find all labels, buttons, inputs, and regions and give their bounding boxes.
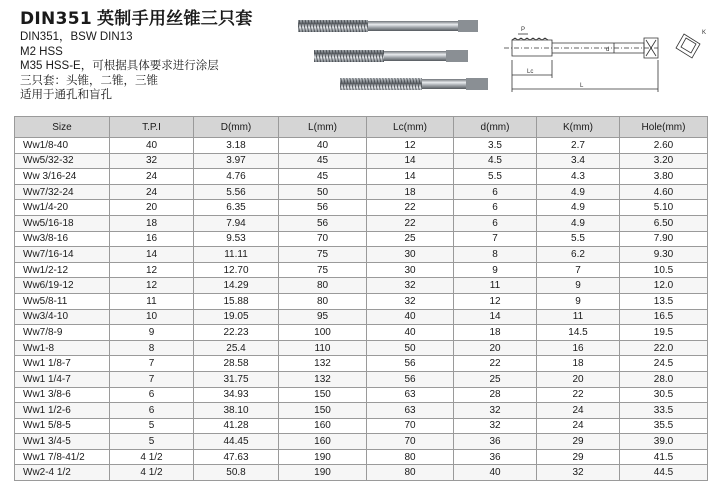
column-header: T.P.I [110,117,194,138]
table-cell: 12 [110,278,194,294]
table-cell: 31.75 [194,371,279,387]
table-cell: Ww1 1/8-7 [15,356,110,372]
table-cell: 4.9 [537,200,620,216]
table-cell: Ww3/8-16 [15,231,110,247]
table-body [15,138,708,481]
column-header: Hole(mm) [620,117,708,138]
table-cell: 100 [279,325,367,341]
table-row [15,340,708,356]
table-cell: 13.5 [620,293,708,309]
table-row [15,403,708,419]
table-cell: 15.88 [194,293,279,309]
table-cell: 45 [279,153,367,169]
table-row [15,325,708,341]
table-cell: 150 [279,387,367,403]
table-cell: 7 [537,262,620,278]
table-cell: 18 [110,215,194,231]
table-cell: 9.30 [620,247,708,263]
table-cell: 4.60 [620,184,708,200]
label-p: P [521,27,526,33]
table-cell: 4.9 [537,184,620,200]
table-row [15,247,708,263]
table-cell: 11.11 [194,247,279,263]
table-cell: 16 [537,340,620,356]
column-header: K(mm) [537,117,620,138]
table-cell: 22.0 [620,340,708,356]
table-cell: 4.3 [537,169,620,185]
table-cell: 12.0 [620,278,708,294]
table-cell: 14 [454,309,537,325]
table-cell: 6 [454,215,537,231]
table-cell: 28.58 [194,356,279,372]
table-cell: 11 [110,293,194,309]
table-cell: 22.23 [194,325,279,341]
table-row [15,169,708,185]
table-cell: 24 [537,403,620,419]
table-cell: 25.4 [194,340,279,356]
table-cell: 80 [367,449,454,465]
table-cell: 30 [367,247,454,263]
table-cell: Ww1 1/2-6 [15,403,110,419]
table-cell: 10 [110,309,194,325]
table-cell: 70 [367,418,454,434]
table-cell: 40 [367,309,454,325]
table-cell: 6.50 [620,215,708,231]
table-cell: 9 [537,278,620,294]
table-row [15,262,708,278]
table-cell: 70 [367,434,454,450]
table-cell: 6 [110,403,194,419]
table-cell: 3.97 [194,153,279,169]
table-cell: 4.5 [454,153,537,169]
table-cell: Ww1 3/4-5 [15,434,110,450]
table-cell: 25 [454,371,537,387]
table-cell: 8 [454,247,537,263]
table-cell: Ww1 1/4-7 [15,371,110,387]
table-cell: 5.5 [454,169,537,185]
spec-line: M35 HSS-E，可根据具体要求进行涂层 [20,60,219,73]
table-row [15,434,708,450]
table-cell: 39.0 [620,434,708,450]
table-cell: 70 [279,231,367,247]
table-cell: 22 [367,215,454,231]
table-cell: 18 [454,325,537,341]
table-cell: 14.29 [194,278,279,294]
table-cell: Ww6/19-12 [15,278,110,294]
table-cell: 30.5 [620,387,708,403]
table-cell: 9 [110,325,194,341]
table-cell: Ww 3/16-24 [15,169,110,185]
spec-line: 三只套：头锥，二锥，三锥 [20,74,158,87]
table-row [15,138,708,154]
table-row [15,200,708,216]
table-cell: 32 [454,403,537,419]
table-cell: 190 [279,449,367,465]
column-header: D(mm) [194,117,279,138]
table-cell: Ww1 5/8-5 [15,418,110,434]
table-cell: 30 [367,262,454,278]
table-cell: 18 [537,356,620,372]
table-cell: 20 [110,200,194,216]
table-cell: 5.56 [194,184,279,200]
table-cell: 24.5 [620,356,708,372]
table-cell: 3.20 [620,153,708,169]
table-cell: 32 [537,465,620,481]
table-cell: Ww1/4-20 [15,200,110,216]
spec-line: M2 HSS [20,45,63,58]
table-cell: 40 [367,325,454,341]
table-cell: 6 [110,387,194,403]
table-cell: 35.5 [620,418,708,434]
table-cell: 6 [454,200,537,216]
table-cell: 80 [367,465,454,481]
table-cell: 80 [279,293,367,309]
table-cell: 24 [110,184,194,200]
table-cell: 44.45 [194,434,279,450]
table-cell: 9 [537,293,620,309]
table-row [15,215,708,231]
table-cell: 2.60 [620,138,708,154]
table-cell: 20 [454,340,537,356]
table-cell: 50 [367,340,454,356]
table-cell: 34.93 [194,387,279,403]
spec-line: 适用于通孔和盲孔 [20,89,112,102]
table-cell: 3.18 [194,138,279,154]
table-cell: 80 [279,278,367,294]
table-cell: 29 [537,434,620,450]
table-cell: 32 [110,153,194,169]
table-cell: 56 [279,200,367,216]
table-cell: 5.10 [620,200,708,216]
table-cell: 12.70 [194,262,279,278]
column-header: Lc(mm) [367,117,454,138]
table-cell: 56 [367,371,454,387]
table-cell: 63 [367,387,454,403]
table-cell: 10.5 [620,262,708,278]
table-cell: 56 [367,356,454,372]
table-cell: 36 [454,449,537,465]
table-cell: 4.76 [194,169,279,185]
table-cell: 50.8 [194,465,279,481]
table-cell: 14 [110,247,194,263]
table-cell: Ww1/8-40 [15,138,110,154]
table-cell: 12 [454,293,537,309]
column-header: d(mm) [454,117,537,138]
table-cell: 14.5 [537,325,620,341]
table-row [15,387,708,403]
spec-table [14,116,708,481]
table-cell: 45 [279,169,367,185]
tap-technical-drawing [494,12,716,100]
table-cell: 24 [537,418,620,434]
table-row [15,278,708,294]
table-cell: 4.9 [537,215,620,231]
title-chinese: 英制手用丝锥三只套 [96,9,253,28]
table-row [15,309,708,325]
label-d: d [606,47,610,53]
table-row [15,153,708,169]
table-cell: 6.2 [537,247,620,263]
table-row [15,465,708,481]
table-cell: 150 [279,403,367,419]
table-cell: 56 [279,215,367,231]
spec-table-container [14,116,707,481]
table-cell: 40 [454,465,537,481]
table-cell: 8 [110,340,194,356]
table-cell: 33.5 [620,403,708,419]
table-cell: 5 [110,418,194,434]
table-row [15,231,708,247]
page-title [20,4,253,29]
table-cell: 3.5 [454,138,537,154]
table-cell: 12 [110,262,194,278]
table-cell: 40 [279,138,367,154]
table-cell: 160 [279,434,367,450]
table-cell: 2.7 [537,138,620,154]
table-row [15,371,708,387]
table-cell: 95 [279,309,367,325]
table-cell: 38.10 [194,403,279,419]
table-cell: Ww7/8-9 [15,325,110,341]
table-cell: 22 [537,387,620,403]
table-cell: 75 [279,247,367,263]
table-cell: 40 [110,138,194,154]
table-cell: 7.90 [620,231,708,247]
table-cell: 29 [537,449,620,465]
table-cell: 50 [279,184,367,200]
table-cell: Ww5/8-11 [15,293,110,309]
table-cell: 110 [279,340,367,356]
table-cell: 132 [279,371,367,387]
table-cell: 6.35 [194,200,279,216]
table-cell: 190 [279,465,367,481]
table-cell: 6 [454,184,537,200]
table-cell: 32 [367,293,454,309]
table-cell: Ww1-8 [15,340,110,356]
table-row [15,184,708,200]
table-cell: 41.5 [620,449,708,465]
table-cell: 16 [110,231,194,247]
table-cell: 25 [367,231,454,247]
table-cell: 47.63 [194,449,279,465]
table-cell: 7 [110,356,194,372]
spec-list [20,30,219,103]
tap-2 [314,50,468,62]
table-cell: 18 [367,184,454,200]
header [0,0,720,108]
table-cell: 7.94 [194,215,279,231]
table-cell: 4 1/2 [110,449,194,465]
table-cell: 12 [367,138,454,154]
label-lc: Lc [527,69,534,75]
table-row [15,449,708,465]
table-cell: 3.80 [620,169,708,185]
standard-code: DIN351 [20,9,92,29]
table-cell: Ww5/16-18 [15,215,110,231]
table-cell: Ww1/2-12 [15,262,110,278]
table-cell: 5.5 [537,231,620,247]
table-row [15,293,708,309]
label-l: L [580,83,584,89]
table-row [15,356,708,372]
table-header-row [15,117,708,138]
table-cell: 7 [110,371,194,387]
table-cell: Ww1 7/8-41/2 [15,449,110,465]
table-cell: 19.05 [194,309,279,325]
table-cell: 16.5 [620,309,708,325]
table-cell: Ww1 3/8-6 [15,387,110,403]
table-cell: 9 [454,262,537,278]
table-cell: 19.5 [620,325,708,341]
column-header: L(mm) [279,117,367,138]
table-cell: 36 [454,434,537,450]
table-cell: 32 [367,278,454,294]
table-cell: 22 [454,356,537,372]
table-cell: 14 [367,153,454,169]
table-cell: 14 [367,169,454,185]
table-cell: 9.53 [194,231,279,247]
table-cell: Ww3/4-10 [15,309,110,325]
table-cell: 44.5 [620,465,708,481]
column-header: Size [15,117,110,138]
table-cell: 3.4 [537,153,620,169]
taps-photo [292,14,492,104]
table-cell: Ww7/32-24 [15,184,110,200]
table-cell: 28.0 [620,371,708,387]
table-cell: 24 [110,169,194,185]
table-cell: 11 [454,278,537,294]
table-cell: 63 [367,403,454,419]
tap-3 [340,78,488,90]
table-cell: 32 [454,418,537,434]
tap-1 [298,20,478,32]
table-cell: 160 [279,418,367,434]
table-cell: Ww2-4 1/2 [15,465,110,481]
table-cell: 5 [110,434,194,450]
table-cell: 132 [279,356,367,372]
table-cell: 41.28 [194,418,279,434]
table-cell: 11 [537,309,620,325]
table-cell: Ww5/32-32 [15,153,110,169]
table-row [15,418,708,434]
table-cell: Ww7/16-14 [15,247,110,263]
table-cell: 22 [367,200,454,216]
table-cell: 75 [279,262,367,278]
label-k: K [702,30,707,36]
table-cell: 7 [454,231,537,247]
table-cell: 4 1/2 [110,465,194,481]
table-cell: 20 [537,371,620,387]
table-cell: 28 [454,387,537,403]
spec-line: DIN351，BSW DIN13 [20,31,133,43]
